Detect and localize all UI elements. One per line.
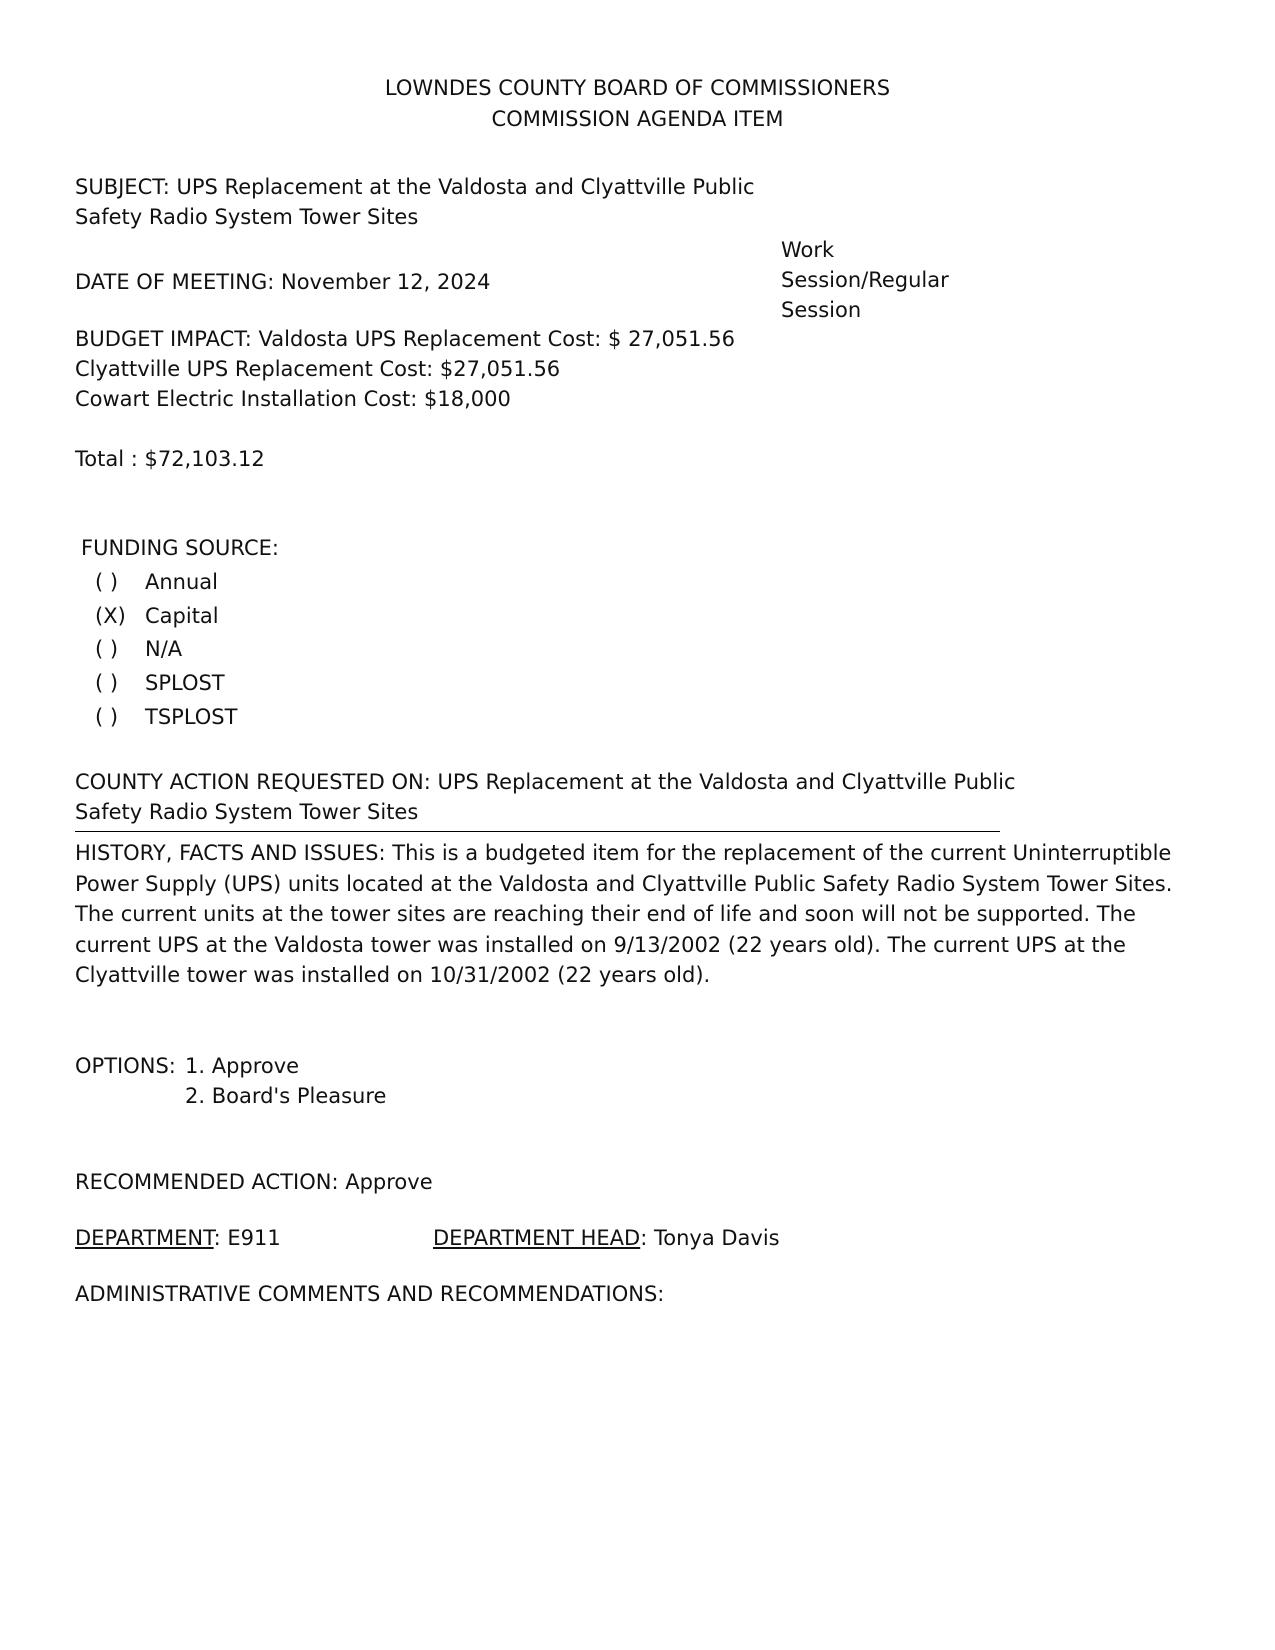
funding-checkbox: ( ) [95, 570, 119, 594]
section-divider [75, 831, 1000, 832]
department-head-label: DEPARTMENT HEAD [433, 1226, 641, 1250]
department-head-line [433, 1226, 780, 1250]
county-action-line-1: COUNTY ACTION REQUESTED ON: UPS Replacement at the Valdosta and Clyattville Public [75, 770, 1016, 794]
budget-total: Total : $72,103.12 [75, 447, 265, 471]
option-boards-pleasure: 2. Board's Pleasure [185, 1084, 387, 1108]
budget-line-1: BUDGET IMPACT: Valdosta UPS Replacement Cost: $ 27,051.56 [75, 327, 735, 351]
history-paragraph: HISTORY, FACTS AND ISSUES: This is a budgeted item for the replacement of the current Uninterruptible Power Supply (UPS) units located at the Valdosta and Clyattville Public Safety Radio System Tower Sites. The current units at the tower sites are reaching their end of life and soon will not be supported. The current UPS at the Valdosta tower was installed on 9/13/2002 (22 years old). The current UPS at the Clyattville tower was installed on 10/31/2002 (22 years old). [75, 841, 1173, 988]
department-label: DEPARTMENT [75, 1226, 214, 1250]
funding-title: FUNDING SOURCE: [81, 536, 279, 560]
session-line-2: Session/Regular [781, 268, 949, 292]
header-title: LOWNDES COUNTY BOARD OF COMMISSIONERS [384, 76, 891, 100]
funding-checkbox: ( ) [95, 671, 119, 695]
budget-line-3: Cowart Electric Installation Cost: $18,000 [75, 387, 511, 411]
department-head-value: : Tonya Davis [640, 1226, 780, 1250]
subject-line-1: SUBJECT: UPS Replacement at the Valdosta and Clyattville Public [75, 175, 755, 199]
subject-line-2: Safety Radio System Tower Sites [75, 205, 419, 229]
meeting-date: DATE OF MEETING: November 12, 2024 [75, 270, 491, 294]
options-label: OPTIONS: [75, 1054, 176, 1078]
funding-label: Annual [145, 570, 218, 594]
funding-label: Capital [145, 604, 219, 628]
funding-checkbox: ( ) [95, 705, 119, 729]
county-action-line-2: Safety Radio System Tower Sites [75, 800, 419, 824]
funding-checkbox: ( ) [95, 637, 119, 661]
department-line [75, 1226, 281, 1250]
funding-checkbox: (X) [95, 604, 126, 628]
funding-label: N/A [145, 637, 183, 661]
session-line-1: Work [781, 238, 835, 262]
option-approve: 1. Approve [185, 1054, 300, 1078]
header-subtitle: COMMISSION AGENDA ITEM [491, 107, 784, 131]
funding-label: TSPLOST [145, 705, 238, 729]
admin-comments-heading: ADMINISTRATIVE COMMENTS AND RECOMMENDATIONS: [75, 1282, 665, 1306]
department-value: : E911 [213, 1226, 281, 1250]
session-line-3: Session [781, 298, 862, 322]
budget-line-2: Clyattville UPS Replacement Cost: $27,051.56 [75, 357, 561, 381]
recommended-action: RECOMMENDED ACTION: Approve [75, 1170, 433, 1194]
funding-label: SPLOST [145, 671, 225, 695]
